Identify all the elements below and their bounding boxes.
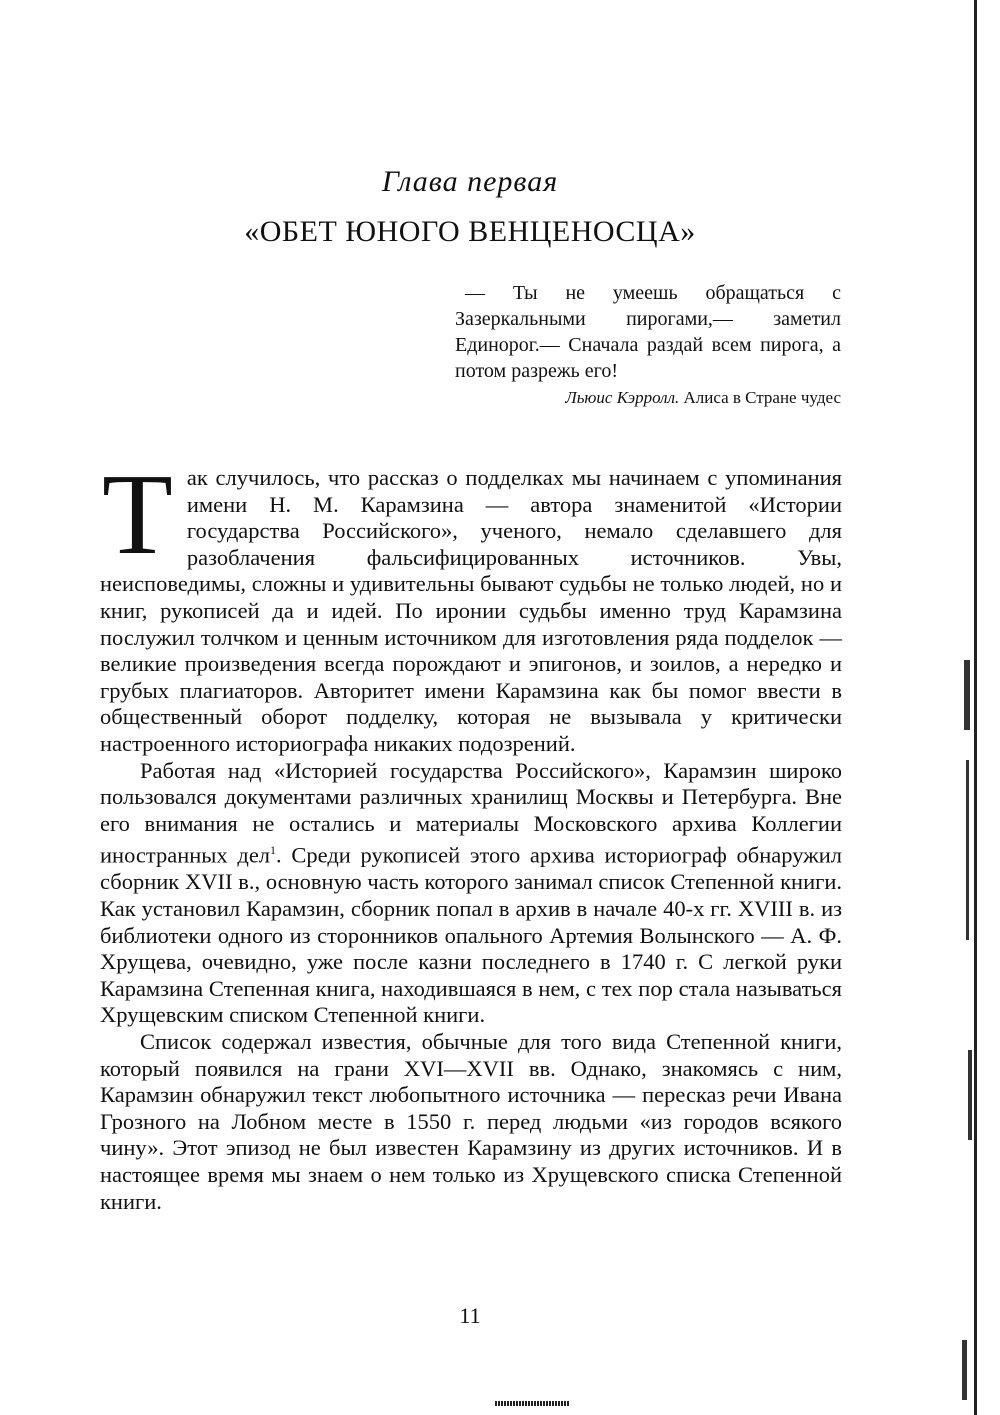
body-text xyxy=(100,451,842,1215)
paragraph-1 xyxy=(100,451,842,758)
footnote-ref: 1 xyxy=(270,843,277,858)
scan-artifact xyxy=(962,1340,967,1400)
epigraph-text: — Ты не умеешь обращаться с Зазеркальными пирогами,— заметил Единорог.— Сначала раздай всем пирога, а потом разрежь его! xyxy=(455,282,841,382)
chapter-title: «ОБЕТ ЮНОГО ВЕНЦЕНОСЦА» xyxy=(244,215,696,248)
paragraph-2-text-a: Работая над «Историей государства Российского», Карамзин широко пользовался документами различных хранилищ Москвы и Петербурга. Вне его внимания не остались и материалы Московского архива Коллегии иностранных дел xyxy=(100,757,842,868)
page-number: 11 xyxy=(459,1303,481,1328)
scan-edge-line xyxy=(974,0,977,1415)
paragraph-2-text-b: . Среди рукописей этого архива историограф обнаружил сборник XVII в., основную часть которого занимал список Степенной книги. Как установил Карамзин, сборник попал в архив в начале 40-х гг. XVIII в. из библиотеки одного из сторонников опального Артемия Волынского — А. Ф. Хрущева, очевидно, уже после казни последнего в 1740 г. С легкой руки Карамзина Степенная книга, находившаяся в нем, с тех пор стала называться Хрущевским списком Степенной книги. xyxy=(100,842,842,1028)
scan-artifact xyxy=(964,660,970,730)
epigraph-source xyxy=(455,388,841,408)
drop-cap: Т xyxy=(102,451,173,579)
scan-artifact xyxy=(966,760,969,940)
paragraph-2 xyxy=(100,758,842,1029)
chapter-label: Глава первая xyxy=(381,165,559,198)
epigraph xyxy=(455,280,841,384)
epigraph-author: Льюис Кэрролл. xyxy=(565,388,680,407)
paragraph-3: Список содержал известия, обычные для того вида Степенной книги, который появился на грани XVI—XVII вв. Однако, знакомясь с ним, Карамзин обнаружил текст любопытного источника — пересказ речи Ивана Грозного на Лобном месте в 1550 г. перед людьми «из городов всякого чину». Этот эпизод не был известен Карамзину из других источников. И в настоящее время мы знаем о нем только из Хрущевского списка Степенной книги. xyxy=(100,1028,842,1214)
scan-artifact xyxy=(968,1050,972,1140)
scan-artifact xyxy=(495,1401,569,1406)
paragraph-1-text: ак случилось, что рассказ о подделках мы начинаем с упоминания имени Н. М. Карамзина — автора знаменитой «Истории государства Российского», ученого, немало сделавшего для разоблачения фальсифицированных источников. Увы, неисповедимы, сложны и удивительны бывают судьбы не только людей, но и книг, рукописей да и идей. По иронии судьбы именно труд Карамзина послужил толчком и ценным источником для изготовления ряда подделок — великие произведения всегда порождают и эпигонов, и зоилов, а нередко и грубых плагиаторов. Авторитет имени Карамзина как бы помог ввести в общественный оборот подделку, которая не вызывала у критически настроенного историографа никаких подозрений. xyxy=(100,465,842,756)
epigraph-work: Алиса в Стране чудес xyxy=(683,388,841,407)
